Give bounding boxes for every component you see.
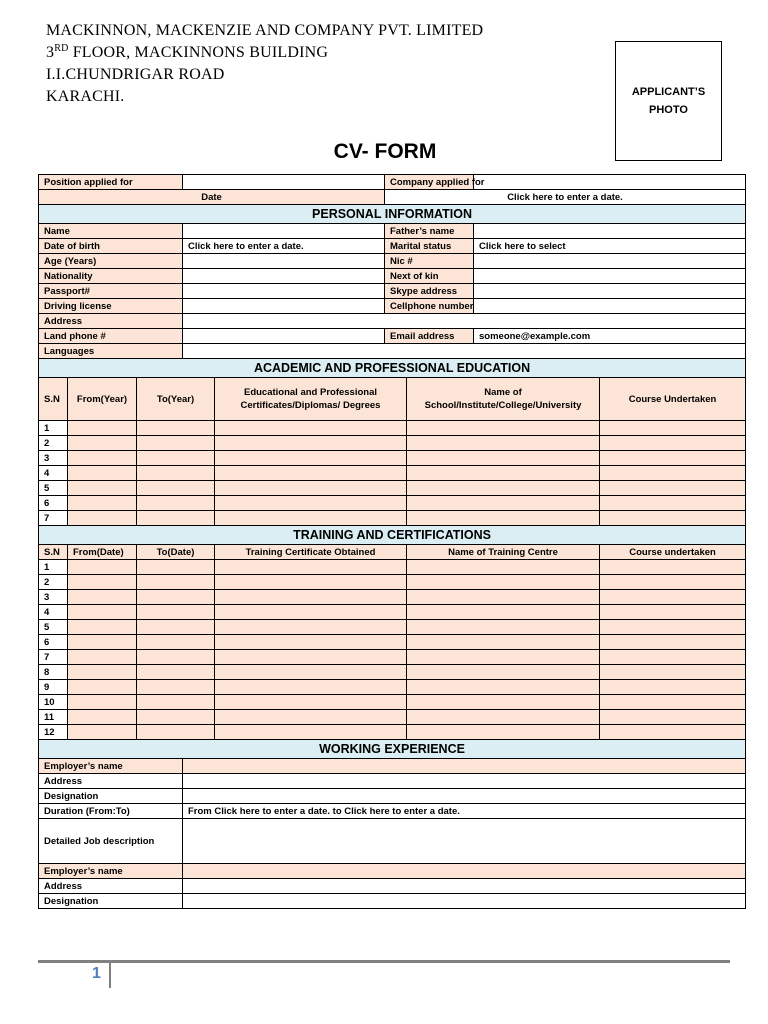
date-label: Date: [39, 190, 385, 205]
table-cell-input[interactable]: [407, 466, 600, 481]
table-cell-input[interactable]: [407, 695, 600, 710]
designation-label: Designation: [39, 789, 183, 804]
table-cell-input[interactable]: [600, 436, 746, 451]
table-cell-input[interactable]: [215, 451, 407, 466]
table-cell-input[interactable]: [68, 436, 137, 451]
table-cell-input[interactable]: [137, 680, 215, 695]
table-cell-input[interactable]: [600, 451, 746, 466]
field-input[interactable]: [474, 284, 746, 299]
section-personal-heading: PERSONAL INFORMATION: [39, 205, 746, 224]
table-row: [39, 665, 746, 680]
floor-number: 3: [46, 44, 55, 61]
duration-date-picker[interactable]: From Click here to enter a date. to Click here to enter a date.: [183, 804, 746, 819]
table-cell-input[interactable]: [600, 560, 746, 575]
designation-label: Designation: [39, 894, 183, 909]
row-number: 6: [39, 635, 68, 650]
row-number: 12: [39, 725, 68, 740]
table-cell-input[interactable]: [137, 496, 215, 511]
land-phone-input[interactable]: [183, 329, 385, 344]
field-input[interactable]: [474, 269, 746, 284]
table-cell-input[interactable]: [600, 466, 746, 481]
table-row: [39, 590, 746, 605]
page-number-divider: [109, 962, 111, 988]
table-cell-input[interactable]: [137, 481, 215, 496]
table-row: [39, 695, 746, 710]
table-cell-input[interactable]: [137, 605, 215, 620]
cv-form: [38, 174, 745, 909]
table-row: [39, 725, 746, 740]
table-row: [39, 575, 746, 590]
table-cell-input[interactable]: [215, 421, 407, 436]
position-label: Position applied for: [39, 175, 183, 190]
row-number: 2: [39, 575, 68, 590]
table-row: [39, 421, 746, 436]
training-table: [38, 525, 746, 740]
table-row: [39, 496, 746, 511]
company-city: KARACHI.: [46, 88, 125, 105]
table-cell-input[interactable]: [137, 725, 215, 740]
row-number: 7: [39, 650, 68, 665]
col-header: Training Certificate Obtained: [215, 545, 407, 560]
position-input[interactable]: [183, 175, 385, 190]
table-cell-input[interactable]: [137, 466, 215, 481]
table-cell-input[interactable]: [215, 436, 407, 451]
table-cell-input[interactable]: [68, 560, 137, 575]
table-cell-input[interactable]: [68, 725, 137, 740]
col-header: To(Date): [137, 545, 215, 560]
table-cell-input[interactable]: [215, 605, 407, 620]
table-cell-input[interactable]: [215, 511, 407, 526]
table-cell-input[interactable]: [68, 635, 137, 650]
field-input[interactable]: [183, 254, 385, 269]
table-cell-input[interactable]: [68, 620, 137, 635]
table-cell-input[interactable]: [407, 725, 600, 740]
marital-status-select[interactable]: Click here to select: [474, 239, 746, 254]
row-number: 5: [39, 481, 68, 496]
table-cell-input[interactable]: [600, 680, 746, 695]
col-header: [407, 378, 600, 421]
table-cell-input[interactable]: [407, 665, 600, 680]
company-applied-label: Company applied for: [385, 175, 474, 190]
land-phone-label: Land phone #: [39, 329, 183, 344]
table-cell-input[interactable]: [137, 590, 215, 605]
email-label: Email address: [385, 329, 474, 344]
table-row: [39, 635, 746, 650]
table-cell-input[interactable]: [215, 665, 407, 680]
table-row: [39, 466, 746, 481]
table-cell-input[interactable]: [137, 421, 215, 436]
table-cell-input[interactable]: [407, 710, 600, 725]
table-cell-input[interactable]: [407, 496, 600, 511]
languages-label: Languages: [39, 344, 183, 359]
col-header: [215, 378, 407, 421]
training-rows: [39, 560, 746, 740]
table-cell-input[interactable]: [600, 421, 746, 436]
job-description-label: Detailed Job description: [39, 819, 183, 864]
table-cell-input[interactable]: [600, 620, 746, 635]
table-cell-input[interactable]: [137, 575, 215, 590]
footer-rule: [38, 960, 730, 963]
table-row: [39, 710, 746, 725]
row-number: 5: [39, 620, 68, 635]
form-title: CV- FORM: [333, 140, 437, 163]
company-floor: [46, 42, 483, 64]
table-cell-input[interactable]: [137, 695, 215, 710]
field-input[interactable]: [183, 269, 385, 284]
table-row: [39, 605, 746, 620]
field-label: Nic #: [385, 254, 474, 269]
address-label: Address: [39, 314, 183, 329]
col-header: Name of Training Centre: [407, 545, 600, 560]
table-cell-input[interactable]: [68, 695, 137, 710]
date-picker[interactable]: Click here to enter a date.: [385, 190, 746, 205]
table-cell-input[interactable]: [215, 496, 407, 511]
table-cell-input[interactable]: [600, 725, 746, 740]
table-cell-input[interactable]: [600, 590, 746, 605]
table-row: [39, 650, 746, 665]
table-cell-input[interactable]: [68, 496, 137, 511]
table-row: [39, 620, 746, 635]
field-input[interactable]: [474, 299, 746, 314]
col-header-line: Educational and Professional: [243, 387, 378, 398]
table-cell-input[interactable]: [68, 575, 137, 590]
table-cell-input[interactable]: [137, 560, 215, 575]
personal-table: [38, 174, 746, 359]
field-input[interactable]: [474, 254, 746, 269]
row-number: 1: [39, 560, 68, 575]
field-label: Name: [39, 224, 183, 239]
table-row: [39, 481, 746, 496]
field-input[interactable]: [183, 224, 385, 239]
table-cell-input[interactable]: [407, 511, 600, 526]
company-applied-input[interactable]: [474, 175, 746, 190]
floor-rest: FLOOR, MACKINNONS BUILDING: [68, 44, 329, 61]
table-cell-input[interactable]: [215, 560, 407, 575]
company-road: I.I.CHUNDRIGAR ROAD: [46, 66, 225, 83]
table-cell-input[interactable]: [600, 511, 746, 526]
table-cell-input[interactable]: [137, 665, 215, 680]
row-number: 9: [39, 680, 68, 695]
designation-input[interactable]: [183, 789, 746, 804]
table-cell-input[interactable]: [215, 695, 407, 710]
table-cell-input[interactable]: [215, 575, 407, 590]
table-cell-input[interactable]: [215, 710, 407, 725]
table-cell-input[interactable]: [215, 481, 407, 496]
table-cell-input[interactable]: [600, 695, 746, 710]
col-header: To(Year): [137, 378, 215, 421]
table-cell-input[interactable]: [137, 650, 215, 665]
table-cell-input[interactable]: [407, 620, 600, 635]
table-cell-input[interactable]: [215, 680, 407, 695]
duration-label: Duration (From:To): [39, 804, 183, 819]
work-address-label: Address: [39, 879, 183, 894]
work-address-label: Address: [39, 774, 183, 789]
table-cell-input[interactable]: [407, 436, 600, 451]
row-number: 11: [39, 710, 68, 725]
table-cell-input[interactable]: [600, 710, 746, 725]
section-training-heading: TRAINING AND CERTIFICATIONS: [39, 526, 746, 545]
field-label: Cellphone number: [385, 299, 474, 314]
page-number: 1: [92, 965, 101, 982]
field-label: Father’s name: [385, 224, 474, 239]
employer-input[interactable]: [183, 759, 746, 774]
table-cell-input[interactable]: [600, 635, 746, 650]
table-cell-input[interactable]: [68, 680, 137, 695]
table-cell-input[interactable]: [600, 496, 746, 511]
table-cell-input[interactable]: [137, 451, 215, 466]
applicant-photo-box[interactable]: [615, 41, 722, 161]
field-label: Date of birth: [39, 239, 183, 254]
table-cell-input[interactable]: [407, 590, 600, 605]
table-cell-input[interactable]: [407, 560, 600, 575]
table-cell-input[interactable]: [68, 590, 137, 605]
col-header: Course undertaken: [600, 545, 746, 560]
date-of-birth-picker[interactable]: Click here to enter a date.: [183, 239, 385, 254]
section-work-heading: WORKING EXPERIENCE: [39, 740, 746, 759]
table-cell-input[interactable]: [407, 680, 600, 695]
row-number: 3: [39, 590, 68, 605]
col-header: S.N: [39, 378, 68, 421]
academic-rows: [39, 421, 746, 526]
row-number: 1: [39, 421, 68, 436]
field-input[interactable]: [183, 299, 385, 314]
table-cell-input[interactable]: [68, 511, 137, 526]
table-cell-input[interactable]: [600, 605, 746, 620]
field-label: Skype address: [385, 284, 474, 299]
table-cell-input[interactable]: [407, 451, 600, 466]
table-row: [39, 511, 746, 526]
row-number: 3: [39, 451, 68, 466]
academic-table: [38, 358, 746, 526]
field-label: Passport#: [39, 284, 183, 299]
table-cell-input[interactable]: [68, 451, 137, 466]
table-cell-input[interactable]: [407, 635, 600, 650]
col-header-line: Name of: [484, 387, 522, 398]
work-table: [38, 739, 746, 909]
row-number: 6: [39, 496, 68, 511]
table-row: [39, 436, 746, 451]
row-number: 8: [39, 665, 68, 680]
row-number: 4: [39, 466, 68, 481]
job-description-input[interactable]: [183, 819, 746, 864]
table-cell-input[interactable]: [407, 575, 600, 590]
floor-superscript: RD: [54, 43, 69, 54]
table-row: [39, 560, 746, 575]
table-cell-input[interactable]: [600, 665, 746, 680]
table-cell-input[interactable]: [68, 466, 137, 481]
designation-input[interactable]: [183, 894, 746, 909]
photo-label-line1: APPLICANT’S: [631, 86, 706, 98]
table-cell-input[interactable]: [600, 481, 746, 496]
field-input[interactable]: [474, 224, 746, 239]
table-cell-input[interactable]: [215, 620, 407, 635]
work-address-input[interactable]: [183, 879, 746, 894]
table-row: [39, 680, 746, 695]
photo-label-line2: PHOTO: [649, 104, 688, 116]
table-cell-input[interactable]: [215, 590, 407, 605]
table-cell-input[interactable]: [215, 466, 407, 481]
table-cell-input[interactable]: [137, 635, 215, 650]
table-cell-input[interactable]: [68, 605, 137, 620]
field-label: Nationality: [39, 269, 183, 284]
table-cell-input[interactable]: [137, 511, 215, 526]
languages-input[interactable]: [183, 344, 746, 359]
table-cell-input[interactable]: [68, 665, 137, 680]
table-cell-input[interactable]: [600, 650, 746, 665]
table-cell-input[interactable]: [137, 710, 215, 725]
field-input[interactable]: [183, 284, 385, 299]
table-cell-input[interactable]: [407, 481, 600, 496]
company-name: MACKINNON, MACKENZIE AND COMPANY PVT. LIMITED: [46, 22, 484, 39]
company-address-block: [46, 20, 483, 108]
table-cell-input[interactable]: [137, 436, 215, 451]
employer-label: Employer’s name: [39, 759, 183, 774]
table-cell-input[interactable]: [407, 605, 600, 620]
table-cell-input[interactable]: [215, 725, 407, 740]
table-cell-input[interactable]: [68, 481, 137, 496]
col-header: From(Year): [68, 378, 137, 421]
table-cell-input[interactable]: [137, 620, 215, 635]
table-cell-input[interactable]: [68, 710, 137, 725]
row-number: 4: [39, 605, 68, 620]
table-cell-input[interactable]: [215, 650, 407, 665]
table-cell-input[interactable]: [407, 650, 600, 665]
col-header: From(Date): [68, 545, 137, 560]
work-address-input[interactable]: [183, 774, 746, 789]
section-academic-heading: ACADEMIC AND PROFESSIONAL EDUCATION: [39, 359, 746, 378]
row-number: 10: [39, 695, 68, 710]
email-input[interactable]: someone@example.com: [474, 329, 746, 344]
table-cell-input[interactable]: [407, 421, 600, 436]
table-cell-input[interactable]: [215, 635, 407, 650]
row-number: 7: [39, 511, 68, 526]
address-input[interactable]: [183, 314, 746, 329]
employer-input[interactable]: [183, 864, 746, 879]
table-cell-input[interactable]: [600, 575, 746, 590]
col-header: S.N: [39, 545, 68, 560]
table-cell-input[interactable]: [68, 650, 137, 665]
col-header-line: School/Institute/College/University: [424, 400, 582, 411]
field-label: Marital status: [385, 239, 474, 254]
field-label: Age (Years): [39, 254, 183, 269]
employer-label: Employer’s name: [39, 864, 183, 879]
table-cell-input[interactable]: [68, 421, 137, 436]
row-number: 2: [39, 436, 68, 451]
field-label: Driving license: [39, 299, 183, 314]
col-header: Course Undertaken: [600, 378, 746, 421]
field-label: Next of kin: [385, 269, 474, 284]
table-row: [39, 451, 746, 466]
col-header-line: Certificates/Diplomas/ Degrees: [240, 400, 381, 411]
